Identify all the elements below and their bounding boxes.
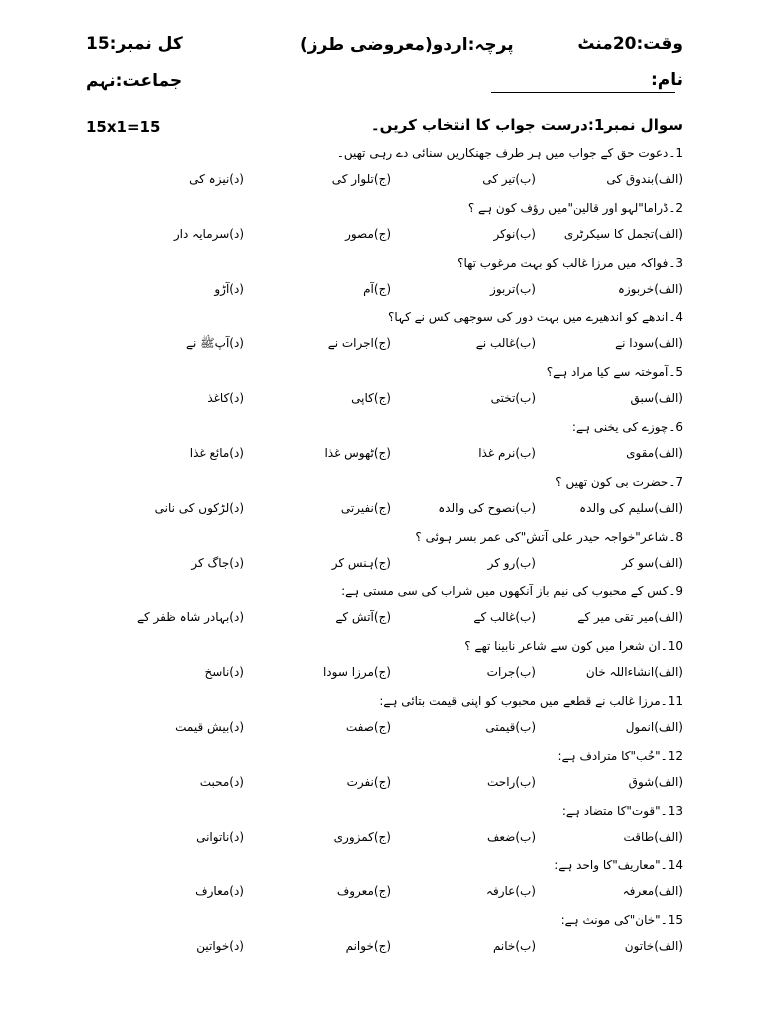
question-stem: 10۔ان شعرا میں کون سے شاعر نابینا تھے ؟	[464, 639, 683, 654]
answer-option: (ب)تختی	[490, 391, 536, 406]
answer-option: (ب)غالب کے	[473, 610, 536, 625]
answer-option: (د)مائع غذا	[189, 446, 244, 460]
question-stem: 12۔"حُب"کا مترادف ہے:	[557, 748, 683, 763]
question-stem: 11۔مرزا غالب نے قطعے میں محبوب کو اپنی قیمت بتائی ہے:	[379, 694, 683, 708]
answer-option: (ب)رو کر	[487, 555, 536, 570]
answer-option: (الف)سلیم کی والدہ	[579, 500, 683, 515]
answer-option: (ج)معروف	[336, 884, 391, 899]
answer-option: (ب)تربوز	[490, 281, 536, 296]
answer-option: (الف)شوق	[628, 774, 683, 789]
answer-option: (د)بیش قیمت	[175, 720, 244, 734]
answer-option: (ج)کاپی	[351, 391, 391, 406]
answer-option: (د)معارف	[195, 884, 244, 899]
answer-option: (د)خواتین	[196, 939, 244, 954]
answer-option: (د)کاغذ	[207, 391, 244, 406]
answer-option: (د)بہادر شاہ ظفر کے	[136, 610, 244, 625]
answer-option: (ج)خوانم	[345, 939, 391, 954]
answer-option: (ب)عارفہ	[485, 884, 536, 899]
question-stem: 9۔کس کے محبوب کی نیم باز آنکھوں میں شراب کی سی مستی ہے:	[341, 584, 683, 599]
answer-option: (الف)انشاءاللہ خان	[585, 665, 683, 680]
answer-option: (د)سرمایہ دار	[173, 226, 244, 241]
answer-option: (الف)خربوزہ	[617, 281, 683, 296]
answer-option: (ب)نرم غذا	[478, 446, 536, 460]
total-marks: کل نمبر:15	[86, 34, 183, 54]
answer-option: (الف)سودا نے	[615, 336, 683, 351]
answer-option: (د)ناسخ	[204, 665, 244, 680]
paper-title: پرچہ:اردو(معروضی طرز)	[300, 35, 514, 55]
section-title: سوال نمبر1:درست جواب کا انتخاب کریں۔	[370, 116, 683, 134]
question-stem: 2۔ڈراما"لہو اور قالین"میں رؤف کون ہے ؟	[467, 200, 683, 215]
answer-option: (الف)بندوق کی	[606, 172, 683, 186]
question-stem: 7۔حضرت بی کون تھیں ؟	[555, 474, 683, 489]
answer-option: (ج)نفیرتی	[340, 500, 391, 515]
answer-option: (الف)سبق	[630, 391, 683, 406]
answer-option: (ب)خانم	[492, 939, 536, 954]
answer-option: (ج)ٹھوس غذا	[324, 446, 391, 460]
answer-option: (ج)مرزا سودا	[322, 665, 391, 680]
answer-option: (د)جاگ کر	[191, 555, 244, 570]
answer-option: (ج)نفرت	[346, 774, 391, 789]
answer-option: (ب)ضعف	[486, 829, 536, 844]
answer-option: (ب)نصوح کی والدہ	[438, 500, 536, 515]
class-label: جماعت:نہم	[86, 71, 183, 91]
answer-option: (الف)انمول	[625, 720, 683, 734]
answer-option: (ب)غالب نے	[475, 336, 536, 351]
answer-option: (الف)معرفہ	[622, 884, 683, 899]
answer-option: (ج)ہنس کر	[331, 555, 391, 570]
answer-option: (د)آپﷺ نے	[185, 336, 244, 351]
answer-option: (د)نیزہ کی	[189, 172, 244, 186]
answer-option: (ب)تیر کی	[482, 172, 536, 186]
answer-option: (ج)آتش کے	[335, 610, 391, 625]
section-marks: 15x1=15	[86, 118, 161, 136]
answer-option: (الف)میر تقی میر کے	[577, 610, 683, 625]
answer-option: (د)محبت	[199, 774, 244, 789]
question-stem: 4۔اندھے کو اندھیرے میں بہت دور کی سوجھی کس نے کہا؟	[388, 310, 683, 325]
question-stem: 6۔چوزے کی یخنی ہے:	[571, 420, 683, 434]
answer-option: (ج)مصور	[345, 226, 391, 241]
name-field-line	[491, 92, 675, 93]
answer-option: (ج)کمزوری	[333, 829, 391, 844]
question-stem: 3۔فواکہ میں مرزا غالب کو بہت مرغوب تھا؟	[457, 255, 683, 270]
question-stem: 5۔آموختہ سے کیا مراد ہے؟	[546, 365, 683, 380]
answer-option: (ج)آم	[363, 281, 391, 296]
answer-option: (ب)جرات	[486, 665, 536, 680]
question-stem: 8۔شاعر"خواجہ حیدر علی آتش"کی عمر بسر ہوئی ؟	[415, 529, 683, 544]
answer-option: (د)آڑو	[214, 281, 244, 296]
answer-option: (ب)نوکر	[493, 226, 536, 241]
name-label: نام:	[650, 70, 683, 90]
answer-option: (الف)خاتون	[624, 939, 683, 954]
answer-option: (الف)سو کر	[621, 555, 683, 570]
answer-option: (الف)مقوی	[626, 446, 683, 460]
answer-option: (ج)صفت	[345, 720, 391, 734]
answer-option: (د)ناتوانی	[196, 829, 244, 844]
question-stem: 14۔"معاریف"کا واحد ہے:	[554, 858, 683, 873]
answer-option: (د)لڑکوں کی نانی	[154, 500, 244, 515]
question-stem: 13۔"قوت"کا متضاد ہے:	[561, 803, 683, 818]
answer-option: (ج)تلوار کی	[331, 172, 391, 186]
answer-option: (ب)راحت	[487, 774, 536, 789]
answer-option: (ج)اجرات نے	[327, 336, 391, 351]
answer-option: (الف)تجمل کا سیکرٹری	[563, 226, 683, 241]
question-stem: 1۔دعوت حق کے جواب میں ہر طرف جھنکاریں سنائی دے رہی تھیں۔	[336, 146, 683, 160]
time-label: وقت:20منٹ	[577, 34, 683, 54]
question-stem: 15۔"خان"کی مونث ہے:	[560, 913, 683, 928]
answer-option: (الف)طاقت	[623, 829, 683, 844]
answer-option: (ب)قیمتی	[485, 720, 536, 734]
